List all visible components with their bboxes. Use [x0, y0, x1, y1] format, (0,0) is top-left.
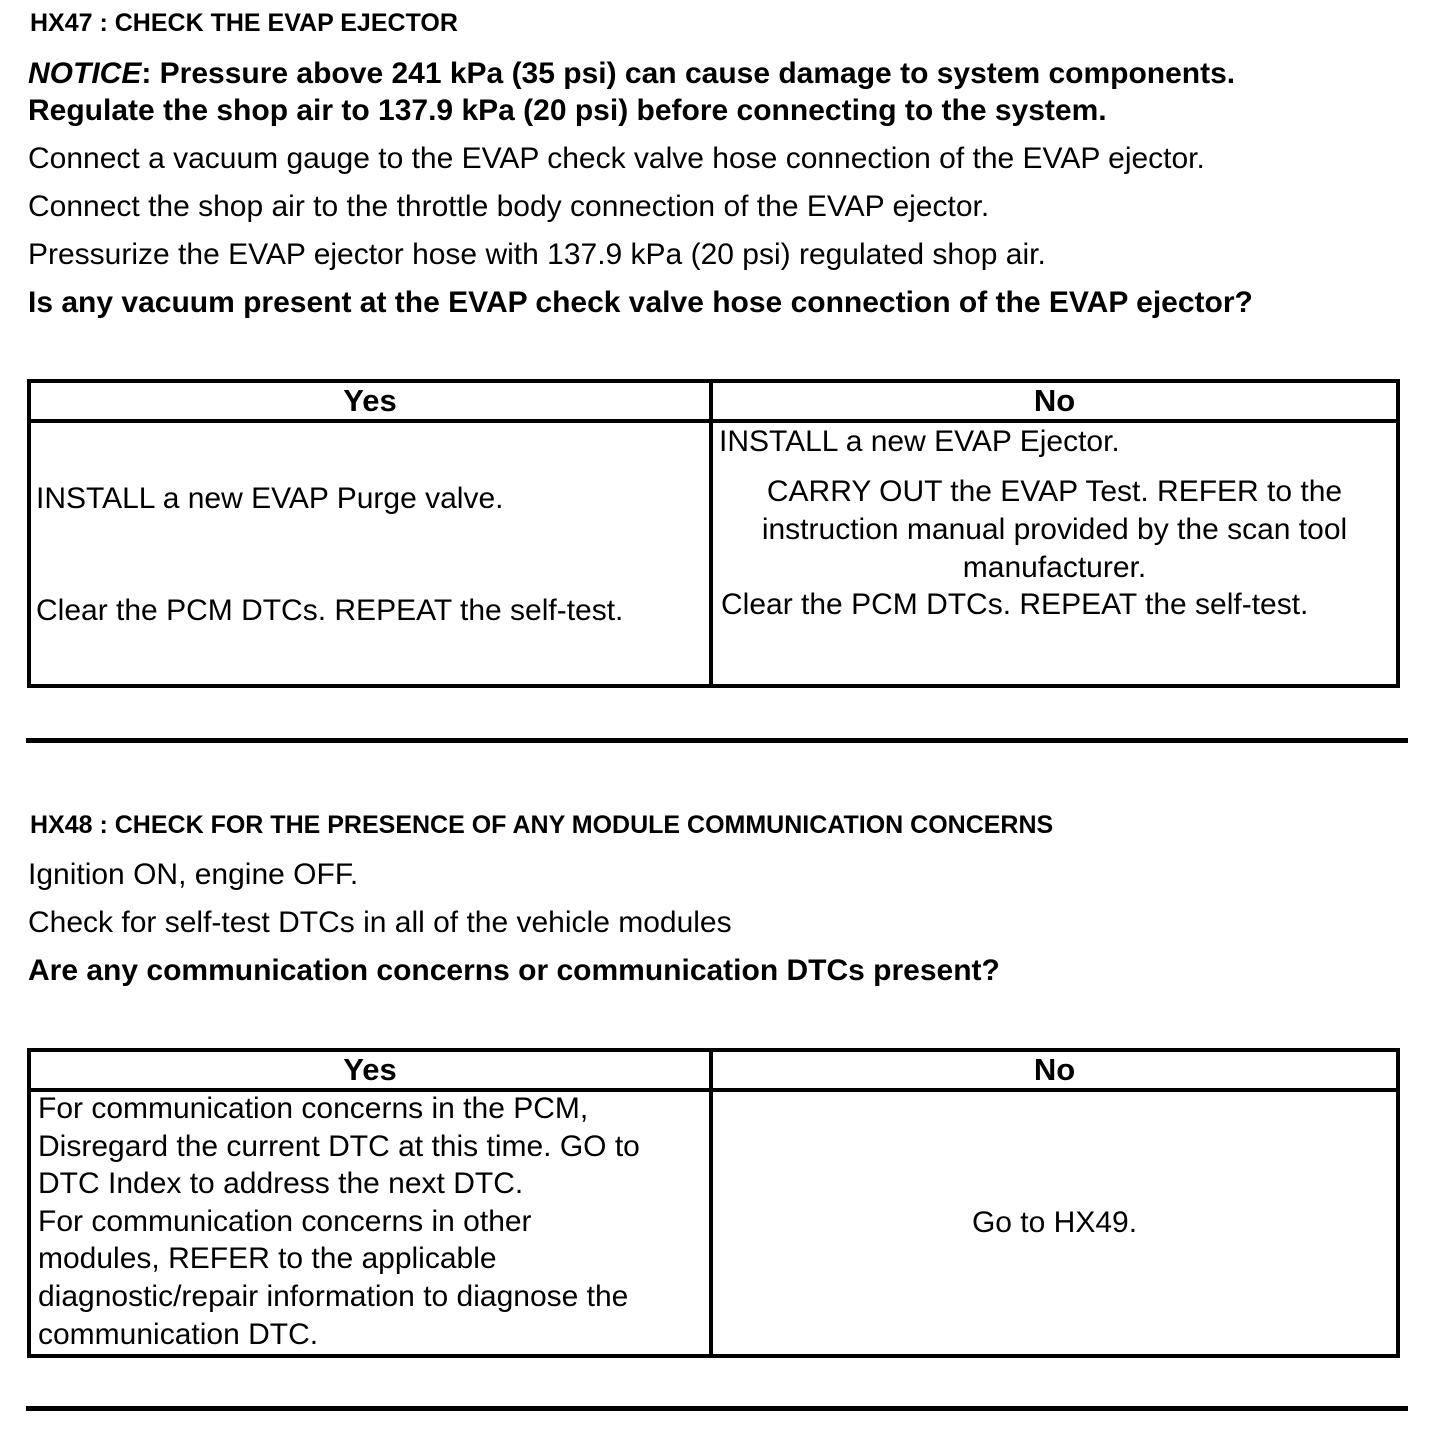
step-text: Pressurize the EVAP ejector hose with 137.9 kPa (20 psi) regulated shop air.: [28, 238, 1046, 271]
notice-line-2: Regulate the shop air to 137.9 kPa (20 psi) before connecting to the system.: [28, 94, 1107, 127]
notice-label: NOTICE: [28, 57, 142, 90]
yes-line: modules, REFER to the applicable: [38, 1242, 497, 1276]
step-text: Check for self-test DTCs in all of the vehicle modules: [28, 906, 732, 939]
no-cell: [711, 421, 1398, 686]
yes-header: Yes: [29, 381, 711, 421]
section-heading-hx48: HX48 : CHECK FOR THE PRESENCE OF ANY MODULE COMMUNICATION CONCERNS: [30, 811, 1054, 839]
step-text: Ignition ON, engine OFF.: [28, 858, 359, 891]
yes-item: Clear the PCM DTCs. REPEAT the self-test.: [36, 594, 624, 627]
no-item: Go to HX49.: [971, 1206, 1138, 1239]
no-header: No: [711, 1050, 1398, 1090]
no-item: INSTALL a new EVAP Ejector.: [719, 425, 1120, 458]
no-cell: [711, 1090, 1398, 1356]
yes-line: For communication concerns in other: [38, 1204, 532, 1238]
yes-cell: [29, 421, 711, 686]
yes-line: communication DTC.: [38, 1317, 319, 1351]
no-item: Clear the PCM DTCs. REPEAT the self-test.: [721, 588, 1309, 621]
decision-table-hx48: [27, 1048, 1400, 1358]
no-item: manufacturer.: [962, 551, 1147, 584]
decision-table-hx47: [27, 379, 1400, 688]
question-text: Is any vacuum present at the EVAP check valve hose connection of the EVAP ejector?: [28, 286, 1253, 319]
step-text: Connect a vacuum gauge to the EVAP check valve hose connection of the EVAP ejector.: [28, 142, 1205, 175]
yes-line: Disregard the current DTC at this time. GO to: [38, 1129, 640, 1163]
yes-header: Yes: [29, 1050, 711, 1090]
yes-line: DTC Index to address the next DTC.: [38, 1167, 524, 1201]
yes-line: diagnostic/repair information to diagnose the: [38, 1280, 629, 1313]
section-divider: [26, 1406, 1408, 1411]
yes-cell: [29, 1090, 711, 1356]
no-header: No: [711, 381, 1398, 421]
question-text: Are any communication concerns or communication DTCs present?: [28, 954, 1000, 987]
notice-text: : Pressure above 241 kPa (35 psi) can cause damage to system components.: [141, 57, 1236, 90]
section-divider: [26, 738, 1408, 743]
no-item: CARRY OUT the EVAP Test. REFER to the: [766, 475, 1343, 508]
no-item: instruction manual provided by the scan tool: [761, 513, 1348, 546]
section-heading-hx47: HX47 : CHECK THE EVAP EJECTOR: [30, 9, 458, 37]
notice-line-1: [28, 57, 1235, 91]
yes-line: For communication concerns in the PCM,: [38, 1092, 589, 1125]
yes-item: INSTALL a new EVAP Purge valve.: [36, 482, 504, 515]
step-text: Connect the shop air to the throttle body connection of the EVAP ejector.: [28, 190, 990, 223]
